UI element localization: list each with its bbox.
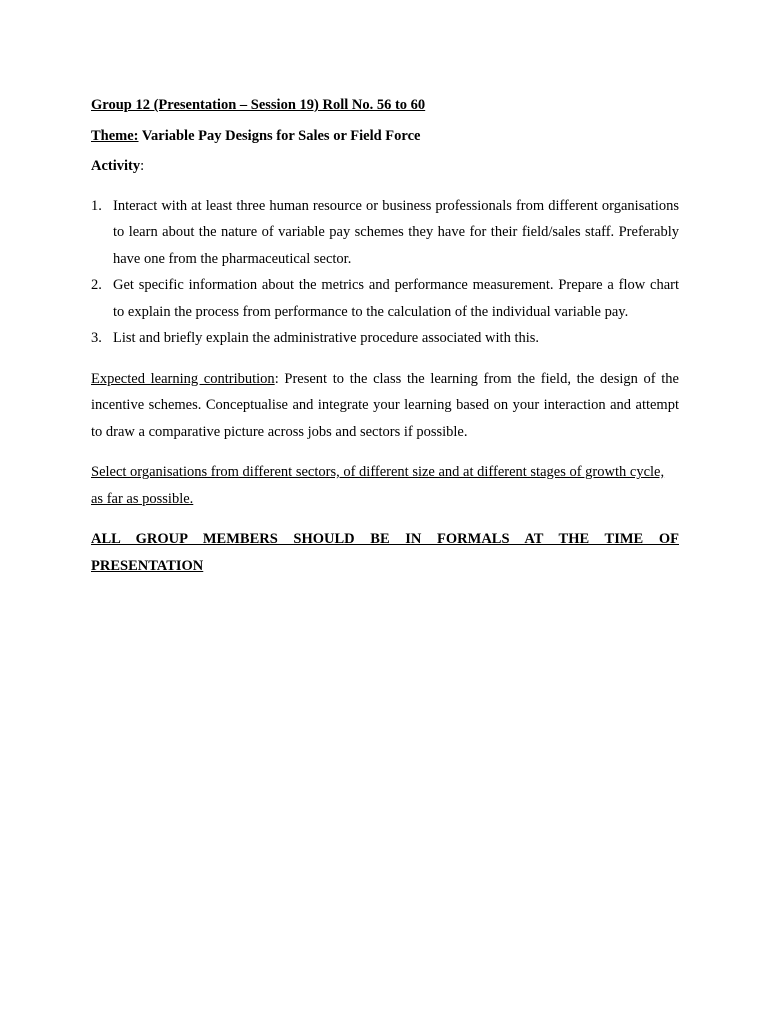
list-item-number: 3. <box>91 330 102 346</box>
list-item-number: 2. <box>91 277 102 293</box>
list-item <box>91 193 679 273</box>
formals-notice-line-2: PRESENTATION <box>91 558 204 574</box>
list-item-text: List and briefly explain the administrative procedure associated with this. <box>113 330 540 346</box>
formals-notice-line-1: ALL GROUP MEMBERS SHOULD BE IN FORMALS AT THE TIME OF <box>91 531 679 547</box>
theme-text: Variable Pay Designs for Sales or Field Force <box>138 127 421 144</box>
activity-line <box>91 153 679 180</box>
select-organisations-note: Select organisations from different sectors, of different size and at different stages of growth cycle, as far as possible. <box>91 464 665 507</box>
list-item-number: 1. <box>91 197 102 214</box>
list-item-text: Interact with at least three human resource or business professionals from different organisations to learn about the nature of variable pay schemes they have for their field/sales staff. Preferably have one from the pharmaceutical sector. <box>113 197 679 267</box>
activity-label: Activity <box>91 158 141 174</box>
document-header: Group 12 (Presentation – Session 19) Roll No. 56 to 60 <box>91 97 426 113</box>
list-item-text: Get specific information about the metrics and performance measurement. Prepare a flow chart to explain the process from performance to the calculation of the individual variable pay. <box>113 277 679 320</box>
expected-contribution-label: Expected learning contribution <box>91 370 275 387</box>
activity-colon: : <box>140 158 145 174</box>
list-item <box>91 272 679 325</box>
theme-line <box>91 123 679 150</box>
theme-label: Theme: <box>91 127 139 144</box>
expected-contribution-paragraph <box>91 366 679 446</box>
list-item <box>91 325 679 352</box>
expected-contribution-text: : Present to the class the learning from the field, the design of the incentive schemes. Conceptualise and integrate your learning based on your interaction and attempt to draw a comparative picture across jobs and sectors if possible. <box>91 370 679 440</box>
activity-list <box>91 193 679 352</box>
document-page <box>91 92 679 580</box>
formals-notice <box>91 526 679 580</box>
